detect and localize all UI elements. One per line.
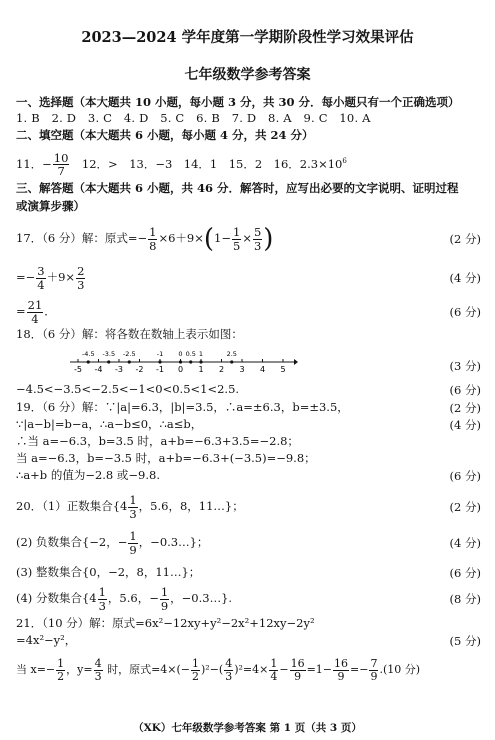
number-point-label: -3.5 <box>102 350 116 358</box>
q17-points-1: (2 分) <box>449 232 481 246</box>
q21-points-2: (5 分) <box>449 634 481 648</box>
q19-line1: 19．（6 分）解：∵|a|=6.3，|b|=3.5，∴a=±6.3，b=±3.5， <box>16 400 349 414</box>
axis-tick-label: 3 <box>239 365 245 374</box>
q11-label: 11．− <box>16 156 52 171</box>
q20-points-2: (4 分) <box>449 536 481 550</box>
q17-line3: = $\frac{21}{4}$ ． <box>16 298 56 326</box>
number-point-label: -4.5 <box>81 350 95 358</box>
fill-answers <box>16 144 485 181</box>
page-title: 2023—2024 学年度第一学期阶段性学习效果评估 <box>81 29 414 46</box>
number-line-arrow <box>294 359 298 365</box>
q20-points-3: (6 分) <box>449 566 481 580</box>
axis-tick-label: -1 <box>156 365 164 374</box>
number-point-label: 0 <box>178 350 183 358</box>
number-line <box>68 348 298 376</box>
q21-line3: 当 x=− $\frac{1}{2}$ ，y= $\frac{4}{3}$ 时，原式=4×(− $\frac{1}{2}$ )²−( $\frac{4}{3}$ )²=4× $\frac{1}{4}$ − $\frac{16}{9}$ =1− $\frac{16}{9}$ =− $\frac{7}{9}$ .(10 分) <box>16 656 421 683</box>
number-point <box>128 360 131 363</box>
section-fill-heading: 二、填空题（本大题共 6 小题，每小题 4 分，共 24 分） <box>16 128 314 142</box>
number-point <box>87 360 90 363</box>
axis-tick-label: 1 <box>198 365 204 374</box>
axis-tick-label: 5 <box>280 365 286 374</box>
q19-points-2: (4 分) <box>449 418 481 432</box>
number-point <box>179 360 182 363</box>
axis-tick-label: -5 <box>74 365 82 374</box>
q18-points-1: (3 分) <box>449 359 481 373</box>
q17-points-3: (6 分) <box>449 305 481 319</box>
number-point-label: 2.5 <box>226 350 237 358</box>
q20-line3: (3) 整数集合{0，−2，8，11…}； <box>16 565 201 579</box>
number-point-label: -2.5 <box>122 350 136 358</box>
number-point-label: 0.5 <box>185 350 196 358</box>
q17-line2: =− $\frac{3}{4}$ ＋9× $\frac{2}{3}$ <box>16 264 85 292</box>
q20-line2: (2) 负数集合{−2，− $\frac{1}{9}$ ，−0.3…}； <box>16 529 209 557</box>
q20-points-4: (8 分) <box>449 592 481 606</box>
q21-line2: =4x²−y²， <box>16 633 77 647</box>
axis-tick-label: -4 <box>94 365 103 374</box>
q17-points-2: (4 分) <box>449 271 481 285</box>
axis-tick-label: -2 <box>135 365 144 374</box>
page-subtitle: 七年级数学参考答案 <box>184 67 311 83</box>
number-point <box>158 360 161 363</box>
q19-line2: ∵|a−b|=b−a，∴a−b≤0，∴a≤b， <box>16 417 203 431</box>
q21-line1: 21．（10 分）解：原式=6x²−12xy+y²−2x²+12xy−2y² <box>16 616 315 630</box>
axis-tick-label: 0 <box>177 365 184 374</box>
choice-answers: 1. B 2. D 3. C 4. D 5. C 6. B 7. D 8. A 9. C 10. A <box>16 111 371 125</box>
number-point-label: 1 <box>198 350 204 358</box>
q18-points-2: (6 分) <box>449 383 481 397</box>
number-point <box>199 360 202 363</box>
q19-points-5: (6 分) <box>449 469 481 483</box>
q11-fraction: $\frac{10}{7}$ <box>53 151 69 179</box>
number-point-label: -1 <box>156 350 164 358</box>
q20-line4: (4) 分数集合{4 $\frac{1}{3}$ ，5.6，− $\frac{1}{9}$ ，−0.3…}. <box>16 585 233 613</box>
fill-answers-rest: 12．> 13．−3 14．1 15．2 16．2.3×10 <box>81 156 343 171</box>
number-point <box>189 360 192 363</box>
axis-tick-label: 2 <box>218 365 225 374</box>
q18-order: −4.5<−3.5<−2.5<−1<0<0.5<1<2.5. <box>16 382 240 396</box>
section-solve-heading-line2: 或演算步骤） <box>16 199 85 213</box>
q18-line1: 18．（6 分）解：将各数在数轴上表示如图： <box>16 327 243 341</box>
q19-line4: 当 a=−6.3，b=−3.5 时，a+b=−6.3+(−3.5)=−9.8； <box>16 451 316 465</box>
q20-points-1: (2 分) <box>449 500 481 514</box>
number-point <box>230 360 233 363</box>
section-choice-heading: 一、选择题（本大题共 10 小题，每小题 3 分，共 30 分．每小题只有一个正确选项） <box>16 95 460 109</box>
exponent: 6 <box>342 157 347 165</box>
axis-tick-label: 4 <box>259 365 266 374</box>
number-point <box>107 360 110 363</box>
q17-line1: 17．（6 分）解：原式=− $\frac{1}{8}$ ×6＋9×(1− $\frac{1}{5}$ × $\frac{5}{3}$ ) <box>16 224 274 254</box>
q19-line3: ∴当 a=−6.3，b=3.5 时，a+b=−6.3+3.5=−2.8； <box>16 434 299 448</box>
section-solve-heading-line1: 三、解答题（本大题共 6 小题，共 46 分．解答时，应写出必要的文字说明、证明过程 <box>16 181 459 195</box>
page-footer: （XK）七年级数学参考答案 第 1 页（共 3 页） <box>133 722 362 734</box>
axis-tick-label: -3 <box>115 365 123 374</box>
q19-points-1: (2 分) <box>449 401 481 415</box>
q19-line5: ∴a+b 的值为−2.8 或−9.8. <box>16 468 160 482</box>
q20-line1: 20．（1）正数集合{4 $\frac{1}{3}$ ，5.6，8，11…}； <box>16 493 244 521</box>
